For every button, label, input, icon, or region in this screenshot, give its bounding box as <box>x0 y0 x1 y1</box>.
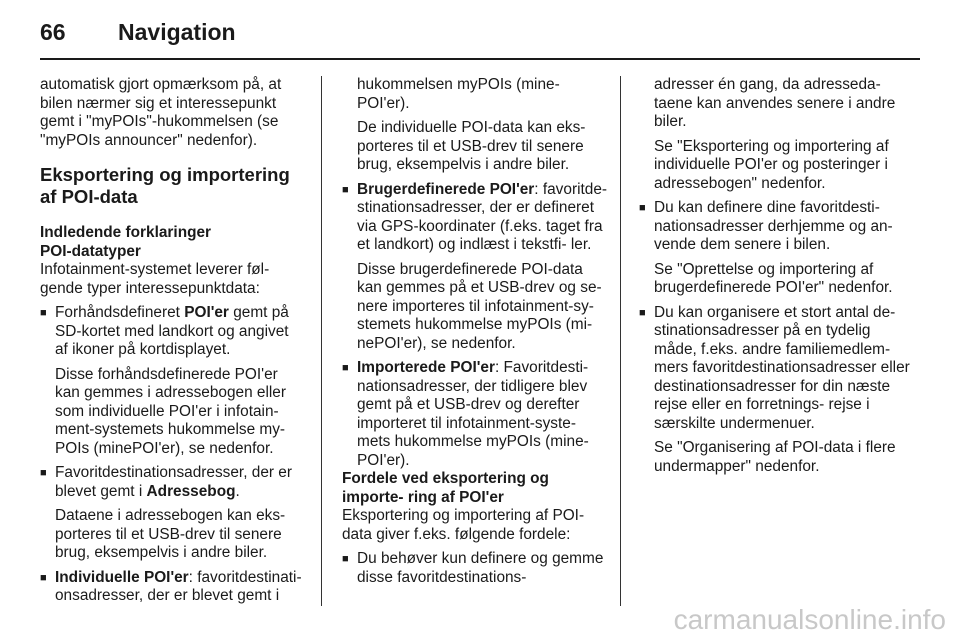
list-item <box>40 569 305 606</box>
item-text: Du behøver kun definere og gemme disse favoritdestinations- <box>357 550 604 586</box>
list-item <box>40 464 305 501</box>
bullet-icon: ■ <box>40 571 47 584</box>
item-continuation: Dataene i adressebogen kan eks- porteres til et USB-drev til senere brug, eksempelvis i andre biler. <box>55 507 286 561</box>
item-bold-term: POI'er <box>184 304 229 321</box>
item-continuation: Se "Eksportering og importering af individuelle POI'er og posteringer i adressebogen" nedenfor. <box>654 137 889 192</box>
item-bold-term: Adressebog <box>146 482 236 500</box>
item-bold-term: Importerede POI'er <box>357 359 495 376</box>
bullet-icon: ■ <box>40 467 47 479</box>
page-number: 66 <box>40 19 66 45</box>
item-text: gemt på SD-kortet med landkort og angivet af ikoner på kortdisplayet. <box>55 304 289 358</box>
section-heading: Eksportering og importering af POI-data <box>40 164 290 207</box>
bullet-icon: ■ <box>342 553 349 565</box>
item-bold-term: Brugerdefinerede POI'er <box>357 180 535 198</box>
item-text: Forhåndsdefineret <box>55 304 185 321</box>
column-divider <box>321 76 322 606</box>
column-2 <box>342 76 607 587</box>
item-continuation: Se "Oprettelse og importering af brugerdefinerede POI'er" nedenfor. <box>654 260 893 296</box>
item-text: : Favoritdesti- nationsadresser, der tidligere blev gemt på et USB-drev og derefter importeret til infotainment-syste- mets hukommelse myPOIs (mine- POI'er). <box>357 359 589 469</box>
list-item <box>40 304 305 360</box>
bullet-icon: ■ <box>40 307 47 319</box>
item-text: Du kan organisere et stort antal de- stinationsadresser på en tydelig måde, f.eks. andre familiemedlem- mers favoritdestinationsadresser eller destinationsadresser for din næste rejse eller en forretnings- rejse i særskilte undermenuer. <box>654 303 910 432</box>
item-text: Favoritdestinationsadresser, der er blevet gemt i <box>55 464 292 500</box>
header-rule <box>40 58 920 60</box>
column-3 <box>639 76 911 476</box>
watermark: carmanualsonline.info <box>673 604 946 635</box>
item-continuation: hukommelsen myPOIs (mine- POI'er). <box>357 76 560 112</box>
list-item <box>342 359 607 470</box>
item-continuation: Se "Organisering af POI-data i flere undermapper" nedenfor. <box>654 439 896 475</box>
list-item <box>639 304 911 434</box>
item-bold-term: Individuelle POI'er <box>55 568 189 586</box>
item-text: Du kan definere dine favoritdesti- nationsadresser derhjemme og an- vende dem senere i bilen. <box>654 199 893 253</box>
subheading-poi-types: POI-datatyper <box>40 242 141 260</box>
column-divider <box>620 76 621 606</box>
list-item <box>639 199 911 255</box>
item-continuation: Disse brugerdefinerede POI-data kan gemmes på et USB-drev og se- nere importeres til infotainment-sy- stemets hukommelse myPOIs (mi- nePOI'er), se nedenfor. <box>357 260 602 352</box>
item-continuation: adresser én gang, da adresseda- taene kan anvendes senere i andre biler. <box>654 76 896 130</box>
paragraph: Infotainment-systemet leverer føl- gende typer interessepunktdata: <box>40 261 270 297</box>
item-text: . <box>235 482 240 500</box>
bullet-icon: ■ <box>342 183 349 196</box>
item-continuation: Disse forhåndsdefinerede POI'er kan gemmes i adressebogen eller som individuelle POI'er i infotain- ment-systemets hukommelse my- POIs (minePOI'er), se nedenfor. <box>55 365 286 457</box>
bullet-icon: ■ <box>342 362 349 374</box>
item-text: : favoritdestinati- onsadresser, der er blevet gemt i <box>55 568 302 604</box>
item-text: : favoritde- stinationsadresser, der er defineret via GPS-koordinater (f.eks. taget fra et landkort) og indlæst i tekstfi- ler. <box>357 180 608 253</box>
list-item <box>342 181 607 255</box>
page-title: Navigation <box>118 19 236 45</box>
item-continuation: De individuelle POI-data kan eks- porteres til et USB-drev til senere brug, eksempelvis i andre biler. <box>357 119 586 173</box>
subheading-intro: Indledende forklaringer <box>40 224 212 241</box>
subheading-advantages: Fordele ved eksportering og importe- ring af POI'er <box>342 470 549 506</box>
intro-paragraph: automatisk gjort opmærksom på, at bilen nærmer sig et interessepunkt gemt i "myPOIs"-hukommelsen (se "myPOIs announcer" nedenfor). <box>40 76 282 149</box>
column-1 <box>40 76 305 606</box>
paragraph: Eksportering og importering af POI- data giver f.eks. følgende fordele: <box>342 507 585 543</box>
bullet-icon: ■ <box>639 306 646 319</box>
list-item <box>342 550 607 587</box>
bullet-icon: ■ <box>639 202 646 214</box>
